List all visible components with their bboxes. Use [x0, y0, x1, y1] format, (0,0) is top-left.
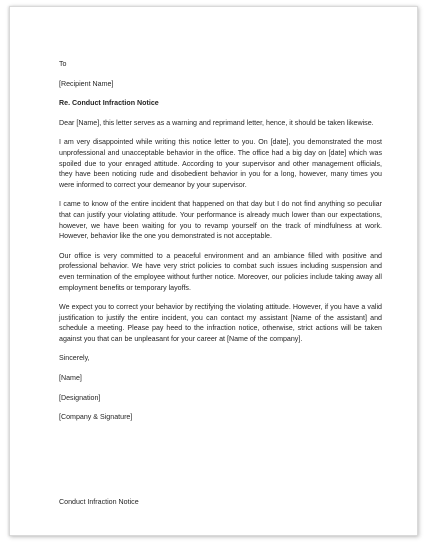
subject-line: Re. Conduct Infraction Notice — [59, 99, 159, 108]
sender-designation: [Designation] — [59, 393, 101, 402]
closing: Sincerely, — [59, 354, 90, 363]
recipient-name: [Recipient Name] — [59, 79, 114, 88]
company-signature: [Company & Signature] — [59, 413, 133, 422]
letter-body — [59, 59, 382, 432]
paragraph-2: I am very disappointed while writing this notice letter to you. On [date], you demonstrated the most unprofessional and unacceptable behavior in the office. The office had a big day on [date] which was spoiled due to your enraged attitude. According to your supervisor and other management officials, they have been noticing rude and disobedient behavior in you for a long, however, many times you were informed to correct your demeanor by your supervisor. — [59, 138, 382, 189]
document-page — [9, 6, 418, 536]
page-footer: Conduct Infraction Notice — [59, 498, 139, 506]
paragraph-5: We expect you to correct your behavior by rectifying the violating attitude. However, if you have a valid justification to justify the entire incident, you can contact my assistant [Name of the assistant] and schedule a meeting. Please pay heed to the infraction notice, otherwise, strict actions will be taken against you that can be unpleasant for your career at [Name of the company]. — [59, 303, 382, 343]
paragraph-4: Our office is very committed to a peaceful environment and an ambiance filled with positive and professional behavior. We have very strict policies to combat such issues including suspension and even termination of the employee without further notice. Moreover, our policies include taking away all employment benefits or temporary layoffs. — [59, 251, 382, 292]
sender-name: [Name] — [59, 374, 82, 383]
paragraph-3: I came to know of the entire incident that happened on that day but I do not find anything so peculiar that can justify your violating attitude. Your performance is already much lower than our expectations, however, we have been waiting for you to revamp yourself on the track of mindfulness at work. However, behavior like the one you demonstrated is not acceptable. — [59, 200, 382, 241]
paragraph-1: Dear [Name], this letter serves as a warning and reprimand letter, hence, it should be taken likewise. — [59, 118, 374, 127]
to-line: To — [59, 60, 67, 68]
